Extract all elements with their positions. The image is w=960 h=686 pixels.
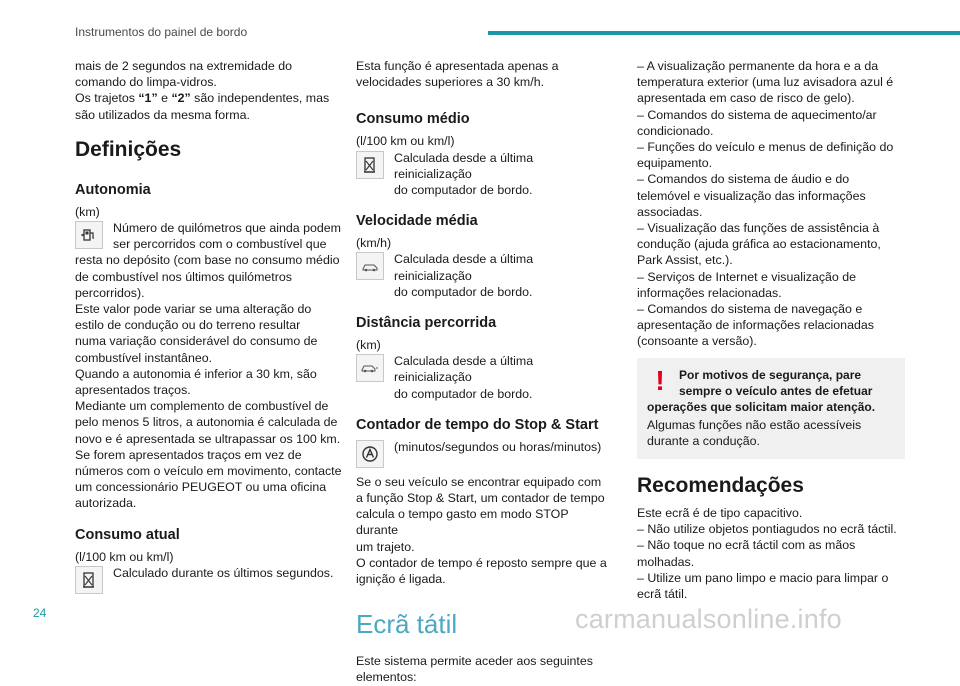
- section-title-recomendacoes: Recomendações: [637, 474, 804, 498]
- list-item: – Visualização das funções de assistência à condução (ajuda gráfica ao estacionamento, Park Assist, etc.).: [637, 221, 881, 268]
- column-3: – A visualização permanente da hora e a da temperatura exterior (uma luz avisadora azul é apresentada em caso de risco de gelo). – Comandos do sistema de aquecimento/ar condicionado. – Funções do veículo e menus de definição do equipamento. – Comandos do sistema de áudio e do telemóvel e visualização das informações associadas. – Visualização das funções de assistência à condução (ajuda gráfica ao estacionamento, Park Assist, etc.). – Serviços de Internet e visualização de informações relacionadas. – Comandos do sistema de navegação e apresentação de informações relacionadas (consoante a versão). ! Por motivos de segurança, pare sempre o veículo antes de efetuar operações que solicitam maior atenção. Algumas funções não estão acessíveis durante a condução. Recomendações Este ecrã é de tipo capacitivo. – Não utilize objetos pontiagudos no ecrã táctil. – Não toque no ecrã táctil com as mãos molhadas. – Utilize um pano limpo e macio para limpar o ecrã tátil.: [637, 58, 905, 602]
- intro-line: mais de 2 segundos na extremidade do: [75, 59, 292, 73]
- section-title-ecra-tatil: Ecrã tátil: [356, 609, 458, 640]
- list-item: – Comandos do sistema de aquecimento/ar condicionado.: [637, 107, 877, 138]
- feature-list: [637, 58, 905, 350]
- heading-consumo-atual: Consumo atual: [75, 526, 180, 543]
- heading-distancia-percorrida: Distância percorrida: [356, 315, 497, 332]
- heading-autonomia: Autonomia: [75, 181, 151, 198]
- running-header: Instrumentos do painel de bordo: [75, 25, 248, 39]
- intro-line: Os trajetos “1” e “2” são independentes, mas: [75, 91, 330, 106]
- list-item: – Comandos do sistema de áudio e do telemóvel e visualização das informações associadas.: [637, 172, 866, 219]
- consumo-medio-row: Calculada desde a última reinicialização do computador de bordo.: [356, 150, 613, 199]
- unit-label: (km): [75, 204, 100, 219]
- fuel-pump-range-icon: [75, 221, 103, 249]
- unit-label: (km/h): [356, 236, 392, 251]
- column-2: Esta função é apresentada apenas a velocidades superiores a 30 km/h. Consumo médio (l/100 km ou km/l) Calculada desde a última reinicialização do computador de bordo. Velocidade média (km/h) Calculada desde a última reinicialização do computador de bordo. Distância percorrida (km) Calculada desde a última reinicialização do computador de bordo. Contador de tempo do Stop & Start (minutos/segundos ou horas/minutos) Se o seu veículo se encontrar equipado com a função Stop & Start, um contador de tempo calcula o tempo gasto em modo STOP durante um trajeto. O contador de tempo é reposto sempre que a ignição é ligada. Ecrã tátil Este sistema permite aceder aos seguintes elementos:: [356, 58, 613, 686]
- watermark: carmanualsonline.info: [575, 604, 842, 634]
- stop-start-row: (minutos/segundos ou horas/minutos): [356, 439, 613, 468]
- intro-line: comando do limpa-vidros.: [75, 75, 217, 90]
- column-1: mais de 2 segundos na extremidade do comando do limpa-vidros. Os trajetos “1” e “2” são independentes, mas são utilizados da mesma forma. Definições Autonomia (km) Número de quilómetros que ainda podem ser percorridos com o combustível que resta no depósito (com base no consumo médio de combustível nos últimos quilómetros percorridos). Este valor pode variar se uma alteração do estilo de condução ou do terreno resultar numa variação considerável do consumo de combustível instantâneo. Quando a autonomia é inferior a 30 km, são apresentados traços. Mediante um complemento de combustível de pelo menos 5 litros, a autonomia é calculada de novo e é apresentada se ultrapassar os 100 km. Se forem apresentados traços em vez de números com o veículo em movimento, contacte um concessionário PEUGEOT ou uma oficina autorizada. Consumo atual (l/100 km ou km/l) Calculado durante os últimos segundos.: [75, 58, 343, 594]
- heading-stop-start: Contador de tempo do Stop & Start: [356, 416, 599, 433]
- fuel-consumption-icon: [75, 566, 103, 594]
- unit-label: (km): [356, 338, 381, 353]
- velocidade-media-row: Calculada desde a última reinicialização do computador de bordo.: [356, 251, 613, 300]
- heading-consumo-medio: Consumo médio: [356, 111, 470, 128]
- warning-box: ! Por motivos de segurança, pare sempre o veículo antes de efetuar operações que solicitam maior atenção. Algumas funções não estão acessíveis durante a condução.: [637, 358, 905, 459]
- exclamation-warning-icon: !: [655, 364, 665, 396]
- list-item: – A visualização permanente da hora e a da temperatura exterior (uma luz avisadora azul é apresentada em caso de risco de gelo).: [637, 59, 894, 106]
- autonomia-block: Número de quilómetros que ainda podem ser percorridos com o combustível que resta no depósito (com base no consumo médio de combustível nos últimos quilómetros percorridos).: [75, 221, 341, 300]
- car-distance-icon: [356, 354, 384, 382]
- unit-label: (l/100 km ou km/l): [75, 549, 174, 564]
- section-title-definicoes: Definições: [75, 137, 182, 161]
- header-accent-bar: [488, 31, 960, 35]
- consumo-atual-row: Calculado durante os últimos segundos.: [75, 565, 343, 594]
- car-speed-icon: [356, 252, 384, 280]
- stop-start-icon: [356, 440, 384, 468]
- fuel-consumption-icon: [356, 151, 384, 179]
- heading-velocidade-media: Velocidade média: [356, 213, 478, 230]
- unit-label: (l/100 km ou km/l): [356, 134, 455, 149]
- distancia-row: Calculada desde a última reinicialização do computador de bordo.: [356, 353, 613, 402]
- page-number: 24: [33, 606, 47, 620]
- list-item: – Funções do veículo e menus de definição do equipamento.: [637, 140, 894, 171]
- list-item: – Serviços de Internet e visualização de informações relacionadas.: [637, 269, 857, 300]
- list-item: – Comandos do sistema de navegação e apresentação de informações relacionadas (consoante a versão).: [637, 302, 874, 349]
- intro-line: são utilizados da mesma forma.: [75, 107, 250, 122]
